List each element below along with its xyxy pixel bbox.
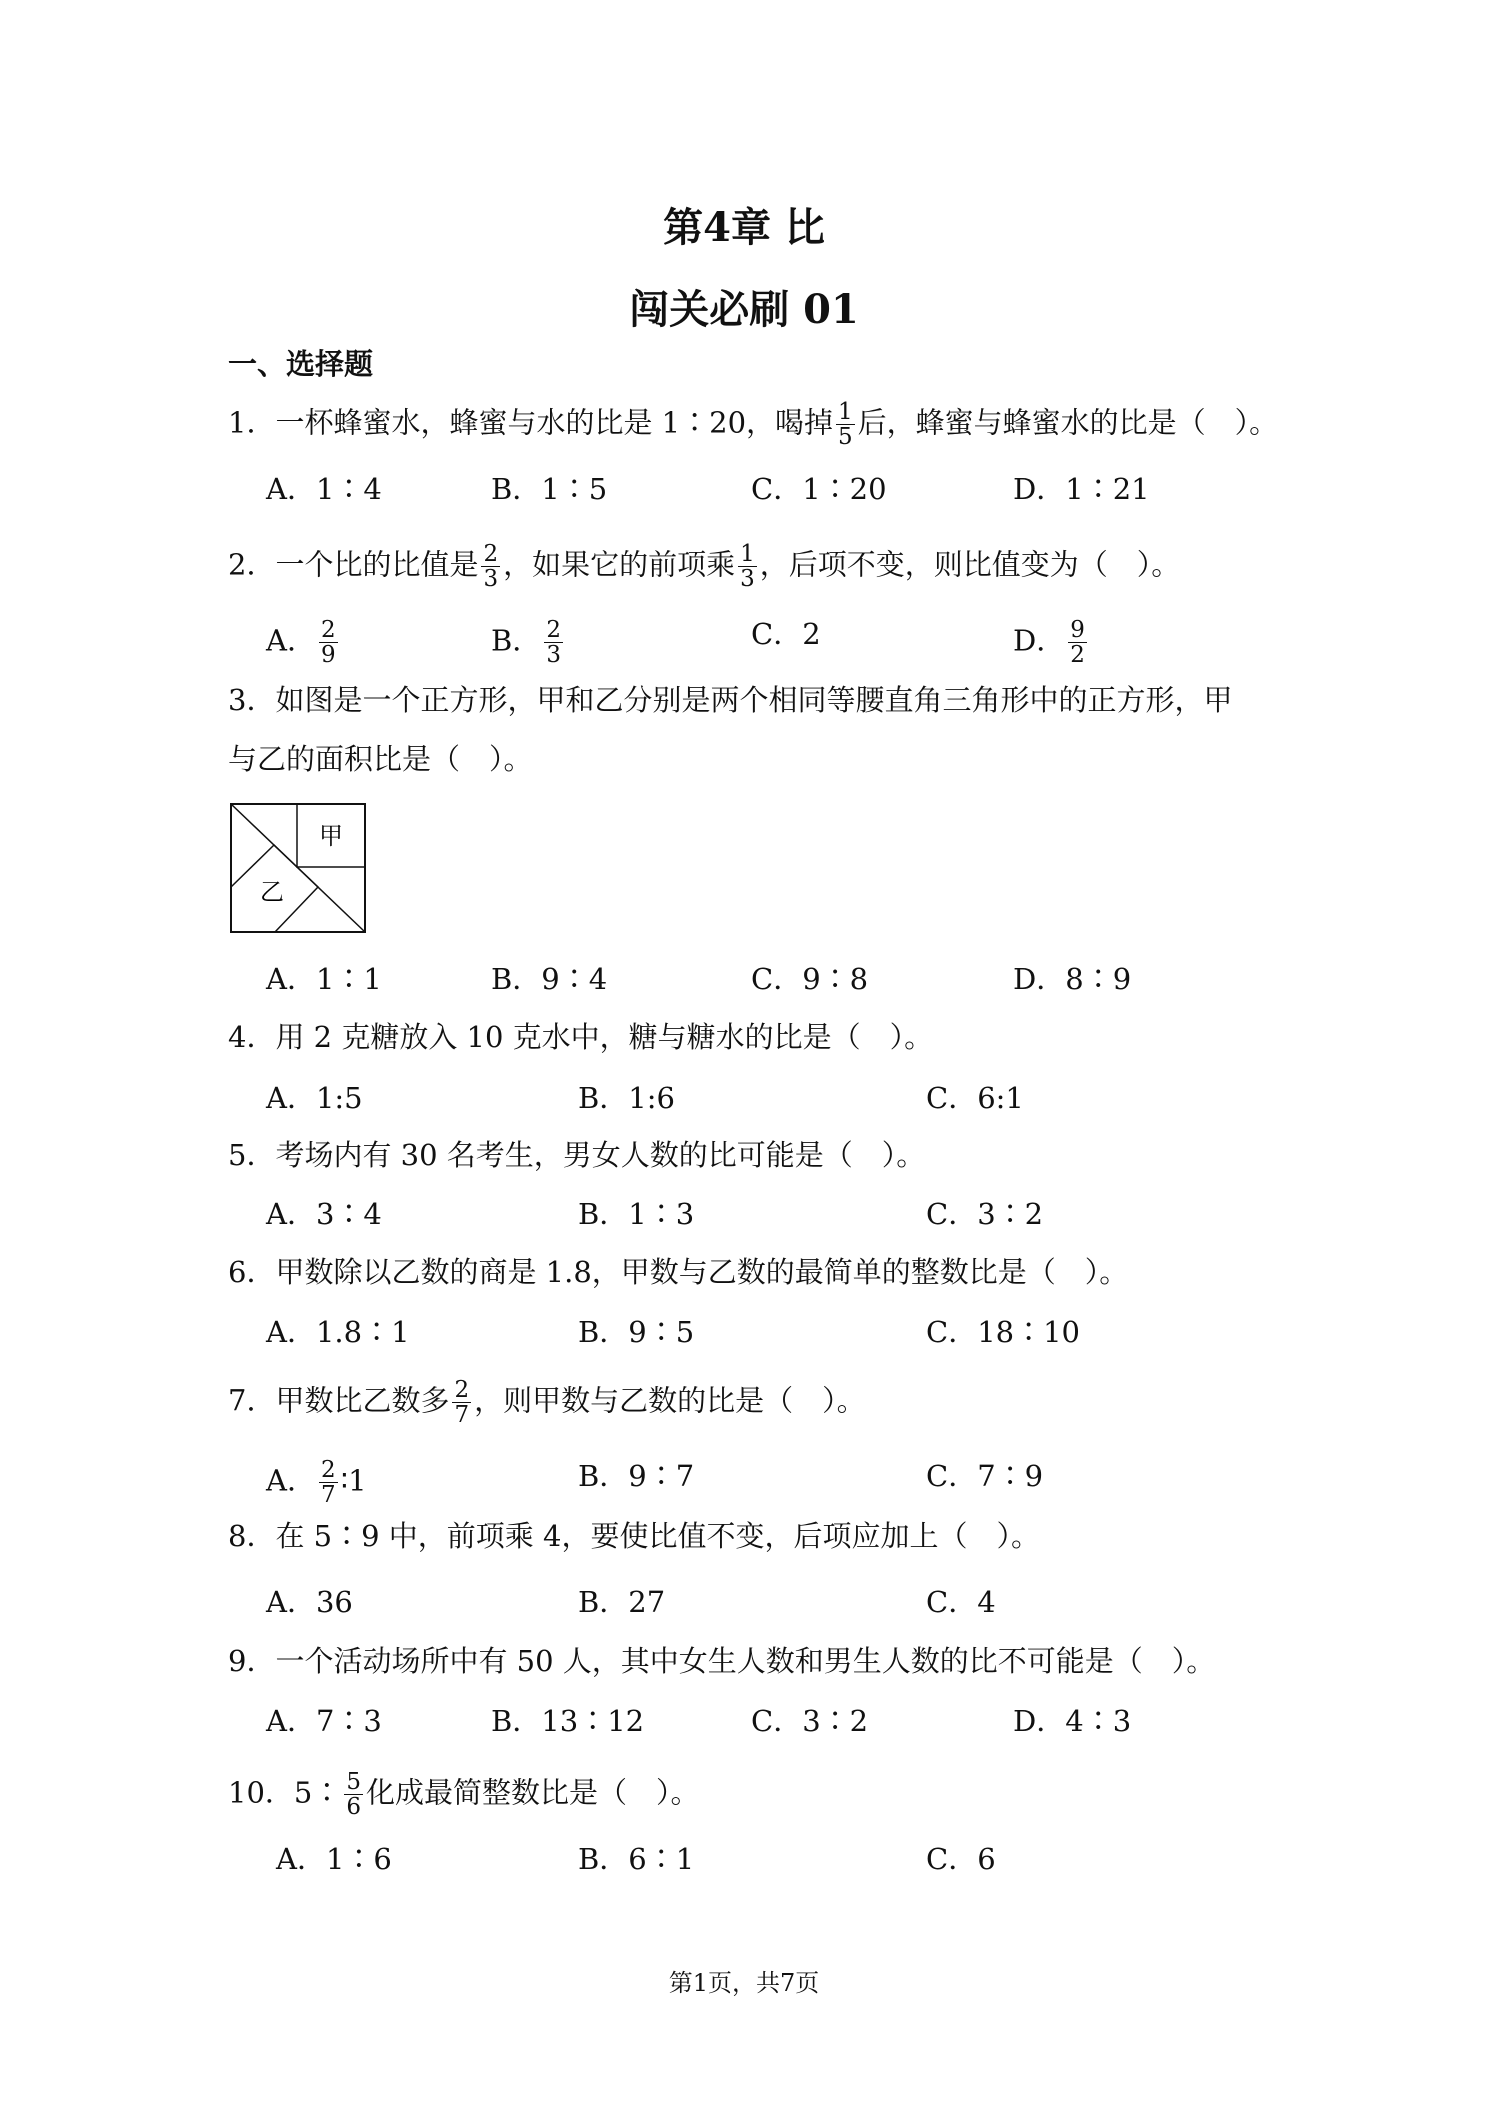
question-7: 7．甲数比乙数多 $\frac{2}{7}$ ，则甲数与乙数的比是（ ）。 <box>228 1377 866 1429</box>
option-c[interactable]: C．6:1 <box>926 1081 1024 1115</box>
question-10: 10．5∶ $\frac{5}{6}$ 化成最简整数比是（ ）。 <box>228 1769 700 1821</box>
option-a[interactable]: A． $\frac{2}{7}$ ∶1 <box>266 1457 367 1509</box>
question-3-line-2: 与乙的面积比是（ ）。 <box>228 742 533 776</box>
fraction: $\frac{5}{6}$ <box>346 1769 361 1821</box>
option-a[interactable]: A．1:5 <box>266 1081 363 1115</box>
option-b[interactable]: B．9∶4 <box>491 962 608 996</box>
section-title: 一、选择题 <box>228 347 374 381</box>
option-b[interactable]: B．1∶5 <box>491 472 608 506</box>
option-a[interactable]: A．36 <box>266 1585 353 1619</box>
fraction: $\frac{2}{3}$ <box>483 541 499 593</box>
option-b[interactable]: B． $\frac{2}{3}$ <box>491 617 561 669</box>
option-a[interactable]: A．3∶4 <box>266 1197 382 1231</box>
option-c[interactable]: C．7∶9 <box>926 1459 1044 1493</box>
page-subtitle: 闯关必刷 01 <box>629 286 859 333</box>
option-d[interactable]: D．4∶3 <box>1013 1704 1132 1738</box>
option-b[interactable]: B．1:6 <box>578 1081 675 1115</box>
question-2: 2．一个比的比值是 $\frac{2}{3}$ ，如果它的前项乘 $\frac{1}{3}$ ，后项不变，则比值变为（ ）。 <box>228 541 1181 593</box>
option-d[interactable]: D．1∶21 <box>1013 472 1150 506</box>
option-c[interactable]: C．3∶2 <box>751 1704 869 1738</box>
chapter-title: 第4章 比 <box>663 204 825 251</box>
option-b[interactable]: B．9∶5 <box>578 1315 695 1349</box>
option-b[interactable]: B．9∶7 <box>578 1459 695 1493</box>
fraction: $\frac{2}{7}$ <box>454 1377 470 1429</box>
option-a[interactable]: A．1∶4 <box>266 472 382 506</box>
option-a[interactable]: A．7∶3 <box>266 1704 382 1738</box>
square-figure <box>230 803 368 935</box>
question-1: 1．一杯蜂蜜水，蜂蜜与水的比是 1∶20，喝掉 $\frac{1}{5}$ 后，蜂蜜与蜂蜜水的比是（ ）。 <box>228 399 1279 451</box>
option-c[interactable]: C．3∶2 <box>926 1197 1044 1231</box>
option-b[interactable]: B．1∶3 <box>578 1197 695 1231</box>
question-5: 5．考场内有 30 名考生，男女人数的比可能是（ ）。 <box>228 1138 926 1172</box>
option-b[interactable]: B．27 <box>578 1585 666 1619</box>
option-a[interactable]: A．1∶6 <box>276 1842 392 1876</box>
option-d[interactable]: D． $\frac{9}{2}$ <box>1013 617 1085 669</box>
option-a[interactable]: A． $\frac{2}{9}$ <box>266 617 336 669</box>
label-yi: 乙 <box>260 878 284 906</box>
question-4: 4．用 2 克糖放入 10 克水中，糖与糖水的比是（ ）。 <box>228 1020 934 1054</box>
option-c[interactable]: C．6 <box>926 1842 996 1876</box>
option-c[interactable]: C．18∶10 <box>926 1315 1080 1349</box>
fraction: $\frac{1}{3}$ <box>740 541 755 593</box>
label-jia: 甲 <box>319 822 343 850</box>
option-a[interactable]: A．1.8∶1 <box>266 1315 410 1349</box>
option-c[interactable]: C．1∶20 <box>751 472 887 506</box>
option-d[interactable]: D．8∶9 <box>1013 962 1132 996</box>
option-c[interactable]: C．9∶8 <box>751 962 869 996</box>
option-c[interactable]: C．2 <box>751 617 821 651</box>
question-8: 8．在 5∶9 中，前项乘 4，要使比值不变，后项应加上（ ）。 <box>228 1519 1040 1553</box>
option-a[interactable]: A．1∶1 <box>266 962 382 996</box>
question-9: 9．一个活动场所中有 50 人，其中女生人数和男生人数的比不可能是（ ）。 <box>228 1644 1216 1678</box>
page-footer: 第1页，共7页 <box>668 1969 820 1997</box>
option-b[interactable]: B．6∶1 <box>578 1842 695 1876</box>
option-b[interactable]: B．13∶12 <box>491 1704 645 1738</box>
option-c[interactable]: C．4 <box>926 1585 996 1619</box>
question-3-line-1: 3．如图是一个正方形，甲和乙分别是两个相同等腰直角三角形中的正方形，甲 <box>228 683 1233 717</box>
question-6: 6．甲数除以乙数的商是 1.8，甲数与乙数的最简单的整数比是（ ）。 <box>228 1255 1129 1289</box>
fraction: $\frac{1}{5}$ <box>838 399 853 451</box>
